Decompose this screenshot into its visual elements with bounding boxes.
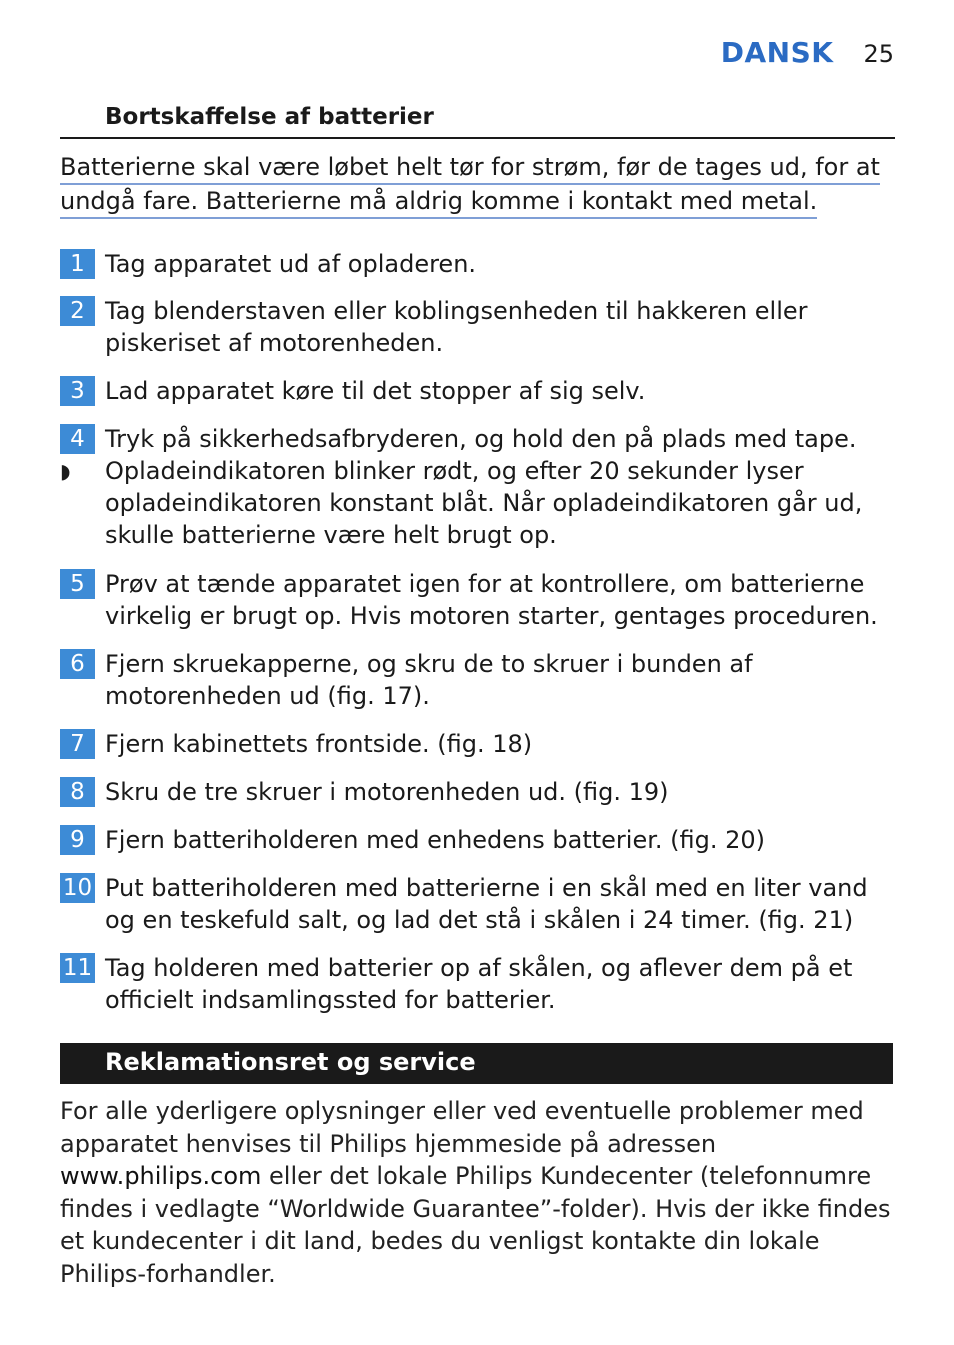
- section-header-bar: [60, 1043, 893, 1084]
- page-number: 25: [863, 40, 894, 68]
- step-item: [60, 568, 900, 632]
- step-number-badge: 6: [60, 649, 95, 679]
- step-number-badge: 10: [60, 873, 95, 903]
- paragraph-text: For alle yderligere oplysninger eller ved eventuelle problemer med apparatet henvises til Philips hjemmeside på adressen: [60, 1097, 864, 1158]
- website-link[interactable]: www.philips.com: [60, 1162, 262, 1190]
- step-number-badge: 4: [60, 424, 95, 454]
- step-text: Lad apparatet køre til det stopper af sig selv.: [105, 377, 646, 405]
- step-text: Tag holderen med batterier op af skålen, og aflever dem på et officielt indsamlingssted for batterier.: [105, 954, 853, 1014]
- warning-text: [60, 151, 900, 219]
- step-number-badge: 8: [60, 777, 95, 807]
- step-item: [60, 375, 900, 407]
- section-divider: [60, 137, 895, 139]
- step-item: [60, 952, 900, 1016]
- step-item: [60, 872, 900, 936]
- step-text: Fjern kabinettets frontside. (fig. 18): [105, 730, 533, 758]
- step-item: [60, 295, 900, 359]
- result-bullet-icon: ◗: [60, 459, 71, 483]
- section-title-battery-disposal: Bortskaffelse af batterier: [105, 104, 434, 130]
- step-item: [60, 248, 900, 280]
- step-text: Fjern skruekapperne, og skru de to skruer i bunden af motorenheden ud (fig. 17).: [105, 650, 753, 710]
- step-item: [60, 423, 900, 455]
- step-number-badge: 11: [60, 953, 95, 983]
- step-text: Tag blenderstaven eller koblingsenheden til hakkeren eller piskeriset af motorenheden.: [105, 297, 808, 357]
- step-text: Fjern batteriholderen med enhedens batterier. (fig. 20): [105, 826, 766, 854]
- step-number-badge: 3: [60, 376, 95, 406]
- step-text: Put batteriholderen med batterierne i en skål med en liter vand og en teskefuld salt, og lad det stå i skålen i 24 timer. (fig. 21): [105, 874, 868, 934]
- step-number-badge: 7: [60, 729, 95, 759]
- step-result-text: Opladeindikatoren blinker rødt, og efter 20 sekunder lyser opladeindikatoren konstant blåt. Når opladeindikatoren går ud, skulle batterierne være helt brugt op.: [105, 457, 863, 549]
- step-text: Tag apparatet ud af opladeren.: [105, 250, 477, 278]
- step-item: [60, 824, 900, 856]
- step-number-badge: 2: [60, 296, 95, 326]
- paragraph-text-continued: eller det lokale Philips Kundecenter (telefonnumre findes i vedlagte “Worldwide Guarantee”-folder). Hvis der ikke findes et kundecenter i dit land, bedes du venligst kontakte din lokale Philips-forhandler.: [60, 1162, 891, 1288]
- step-item: [60, 728, 900, 760]
- step-text: Tryk på sikkerhedsafbryderen, og hold den på plads med tape.: [105, 425, 857, 453]
- step-number-badge: 1: [60, 249, 95, 279]
- step-item: [60, 648, 900, 712]
- step-result: [60, 455, 900, 551]
- step-text: Prøv at tænde apparatet igen for at kontrollere, om batterierne virkelig er brugt op. Hvis motoren starter, gentages proceduren.: [105, 570, 878, 630]
- page-header: [721, 36, 894, 69]
- warning-line-2: undgå fare. Batterierne må aldrig komme i kontakt med metal.: [60, 185, 817, 219]
- step-number-badge: 5: [60, 569, 95, 599]
- step-text: Skru de tre skruer i motorenheden ud. (fig. 19): [105, 778, 669, 806]
- step-item: [60, 776, 900, 808]
- section-title-warranty: Reklamationsret og service: [105, 1048, 476, 1076]
- language-label: DANSK: [720, 36, 834, 69]
- warning-line-1: Batterierne skal være løbet helt tør for strøm, før de tages ud, for at: [60, 151, 880, 185]
- warranty-paragraph: [60, 1095, 900, 1290]
- step-number-badge: 9: [60, 825, 95, 855]
